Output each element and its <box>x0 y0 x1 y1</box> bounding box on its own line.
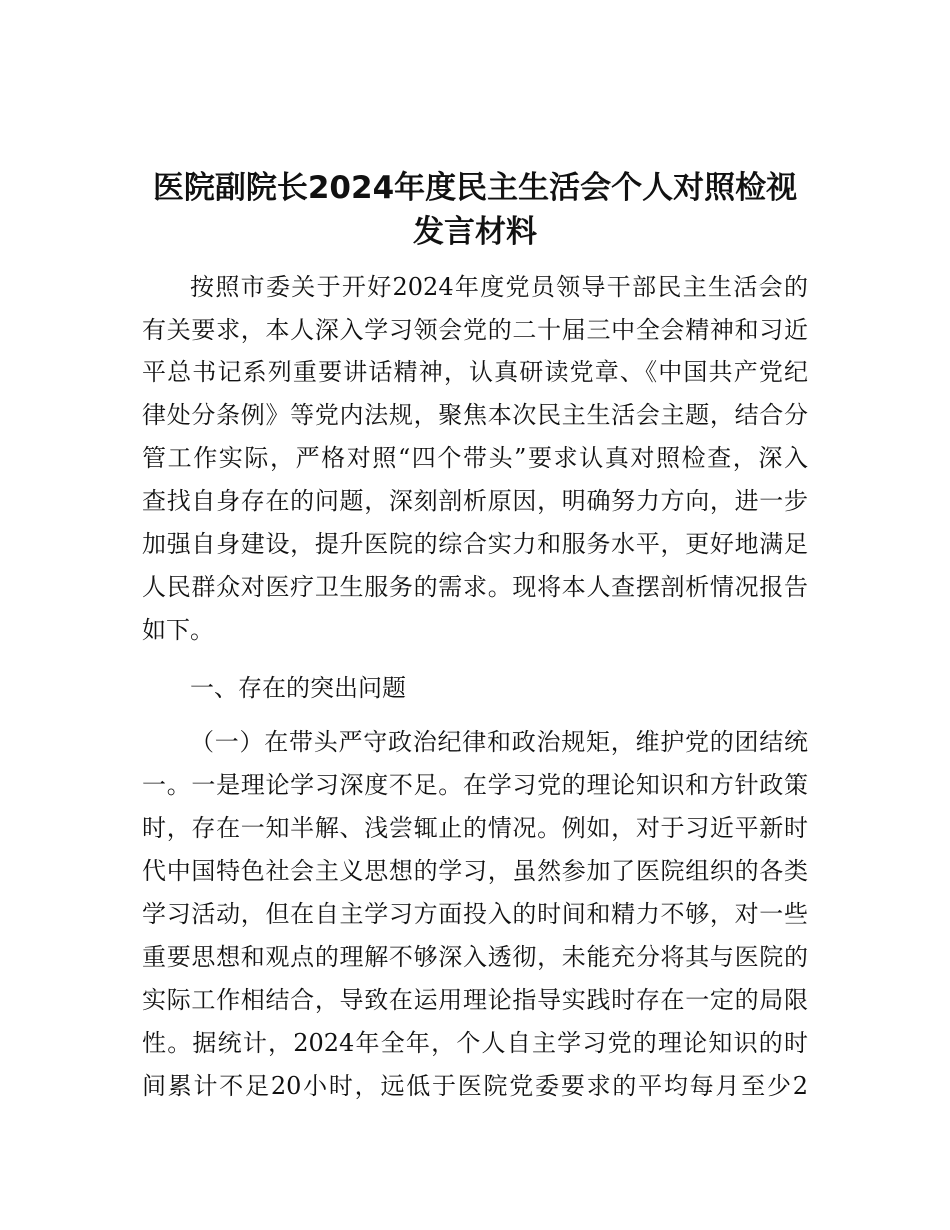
text-line: 时，存在一知半解、浅尝辄止的情况。例如，对于习近平新时 <box>142 814 808 842</box>
text-line: 平总书记系列重要讲话精神，认真研读党章、《中国共产党纪 <box>142 358 808 386</box>
text-line: 查找自身存在的问题，深刻剖析原因，明确努力方向，进一步 <box>142 487 808 515</box>
text-line: 实际工作相结合，导致在运用理论指导实践时存在一定的局限 <box>142 986 808 1014</box>
text-line: 一。一是理论学习深度不足。在学习党的理论知识和方针政策 <box>142 771 808 799</box>
text-line: 重要思想和观点的理解不够深入透彻，未能充分将其与医院的 <box>142 943 808 971</box>
text-line: （一）在带头严守政治纪律和政治规矩，维护党的团结统 <box>190 728 808 756</box>
text-line: 性。据统计，2024年全年，个人自主学习党的理论知识的时 <box>142 1029 808 1057</box>
text-line: 代中国特色社会主义思想的学习，虽然参加了医院组织的各类 <box>142 857 808 885</box>
text-line: 管工作实际，严格对照“四个带头”要求认真对照检查，深入 <box>142 444 808 472</box>
text-line: 间累计不足20小时，远低于医院党委要求的平均每月至少2 <box>142 1072 808 1100</box>
text-line: 学习活动，但在自主学习方面投入的时间和精力不够，对一些 <box>142 900 808 928</box>
text-line: 律处分条例》等党内法规，聚焦本次民主生活会主题，结合分 <box>142 401 808 429</box>
text-line: 有关要求，本人深入学习领会党的二十届三中全会精神和习近 <box>142 316 808 344</box>
title-line: 发言材料 <box>413 214 537 250</box>
section-heading: 一、存在的突出问题 <box>190 674 406 702</box>
text-line: 如下。 <box>142 616 214 644</box>
text-line: 人民群众对医疗卫生服务的需求。现将本人查摆剖析情况报告 <box>142 573 808 601</box>
title-line: 医院副院长2024年度民主生活会个人对照检视 <box>152 170 798 206</box>
text-line: 加强自身建设，提升医院的综合实力和服务水平，更好地满足 <box>142 530 808 558</box>
text-line: 按照市委关于开好2024年度党员领导干部民主生活会的 <box>190 273 808 301</box>
